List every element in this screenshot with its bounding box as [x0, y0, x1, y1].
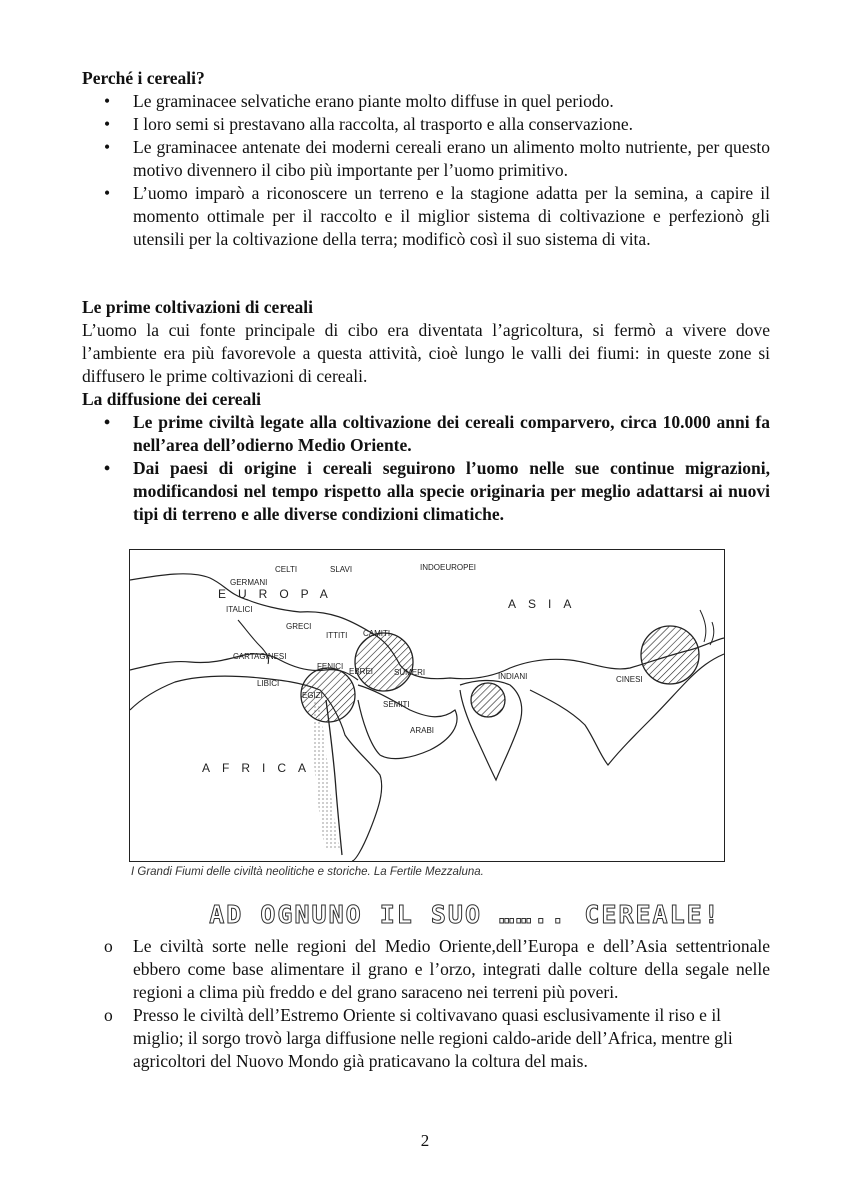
map-label-italici: ITALICI	[226, 605, 253, 614]
map-label-asia: ASIA	[508, 597, 584, 611]
map-label-ebrei: EBREI	[349, 667, 374, 676]
heading-perche-cereali: Perché i cereali?	[82, 68, 205, 88]
map-label-camiti: CAMITI	[363, 629, 391, 638]
map-label-slavi: SLAVI	[330, 565, 353, 574]
list-item: • Le graminacee selvatiche erano piante molto diffuse in quel periodo.	[104, 91, 614, 111]
map-label-fenici: FENICI	[317, 662, 344, 671]
arabia-outline	[358, 685, 457, 759]
paragraph-prime-coltivazioni: L’uomo la cui fonte principale di cibo era diventata l’agricoltura, si fermò a vivere dove l’ambiente era più favorevole a questa attività, cioè lungo le valli dei fiumi: in queste zone si diffusero le prime coltivazioni di cereali.	[82, 320, 770, 386]
map-label-arabi: ARABI	[410, 726, 435, 735]
list-item: • Le prime civiltà legate alla coltivazione dei cereali comparvero, circa 10.000 anni fa nell’area dell’odierno Medio Oriente.	[104, 412, 770, 455]
map-label-ittiti: ITTITI	[326, 631, 348, 640]
bullet-marker: •	[104, 137, 111, 157]
map-label-sumeri: SUMERI	[394, 668, 426, 677]
map-label-indiani: INDIANI	[498, 672, 528, 681]
list-cereali-regioni	[82, 935, 770, 1073]
list-item: o Le civiltà sorte nelle regioni del Medio Oriente,dell’Europa e dell’Asia settentrionale ebbero come base alimentare il grano e l’orzo, integrati dalle colture della segale nelle regioni a clima più freddo e del grano saraceno nei terreni più poveri.	[104, 936, 770, 1002]
map-label-indoeuropei: INDOEUROPEI	[420, 563, 477, 572]
japan-islands	[700, 610, 714, 645]
china-region-circle	[641, 626, 699, 684]
bullet-marker: •	[104, 458, 111, 478]
map-label-africa: AFRICA	[202, 761, 319, 775]
banner-title: AD OGNUNO IL SUO …….. CEREALE!	[209, 900, 721, 929]
indus-region-circle	[471, 683, 505, 717]
mesopotamia-region-circle	[355, 633, 413, 691]
map-label-europa: EUROPA	[218, 587, 340, 601]
rivers-civilizations-map	[129, 549, 725, 862]
list-perche-cereali	[82, 90, 770, 251]
bullet-marker: •	[104, 183, 111, 203]
map-label-semiti: SEMITI	[383, 700, 410, 709]
map-label-greci: GRECI	[286, 622, 312, 631]
list-item: • I loro semi si prestavano alla raccolta, al trasporto e alla conservazione.	[104, 114, 633, 134]
heading-diffusione-cereali: La diffusione dei cereali	[82, 389, 262, 409]
page-number: 2	[420, 1131, 430, 1150]
map-label-cinesi: CINESI	[616, 675, 643, 684]
map-label-egizi: EGIZI	[302, 691, 323, 700]
list-item: • Le graminacee antenate dei moderni cereali erano un alimento molto nutriente, per questo motivo divennero il cibo più importante per l’uomo primitivo.	[104, 137, 770, 180]
heading-prime-coltivazioni: Le prime coltivazioni di cereali	[82, 297, 314, 317]
circle-marker: o	[104, 1005, 113, 1025]
bullet-marker: •	[104, 91, 111, 111]
bullet-marker: •	[104, 114, 111, 134]
list-diffusione-cereali	[82, 411, 770, 526]
map-label-germani: GERMANI	[230, 578, 268, 587]
map-caption: I Grandi Fiumi delle civiltà neolitiche e storiche. La Fertile Mezzaluna.	[131, 866, 484, 878]
map-label-libici: LIBICI	[257, 679, 280, 688]
bullet-marker: •	[104, 412, 111, 432]
list-item: o Presso le civiltà dell’Estremo Oriente si coltivavano quasi esclusivamente il riso e il miglio; il sorgo trovò larga diffusione nelle regioni caldo-aride dell’Africa, mentre gli agricoltori del Nuovo Mondo già praticavano la coltura del mais.	[104, 1005, 733, 1071]
list-item: • Dai paesi di origine i cereali seguirono l’uomo nelle sue continue migrazioni, modificandosi nel tempo rispetto alla specie originaria per meglio adattarsi ai nuovi tipi di terreno e alle diverse condizioni climatiche.	[104, 458, 770, 524]
map-label-celti: CELTI	[275, 565, 298, 574]
map-drawing	[130, 550, 724, 861]
map-label-cartaginesi: CARTAGINESI	[233, 652, 287, 661]
circle-marker: o	[104, 936, 113, 956]
list-item: • L’uomo imparò a riconoscere un terreno e la stagione adatta per la semina, a capire il momento ottimale per il raccolto e il miglior sistema di coltivazione e perfezionò gli utensili per la coltivazione della terra; modificò così il suo sistema di vita.	[104, 183, 770, 249]
